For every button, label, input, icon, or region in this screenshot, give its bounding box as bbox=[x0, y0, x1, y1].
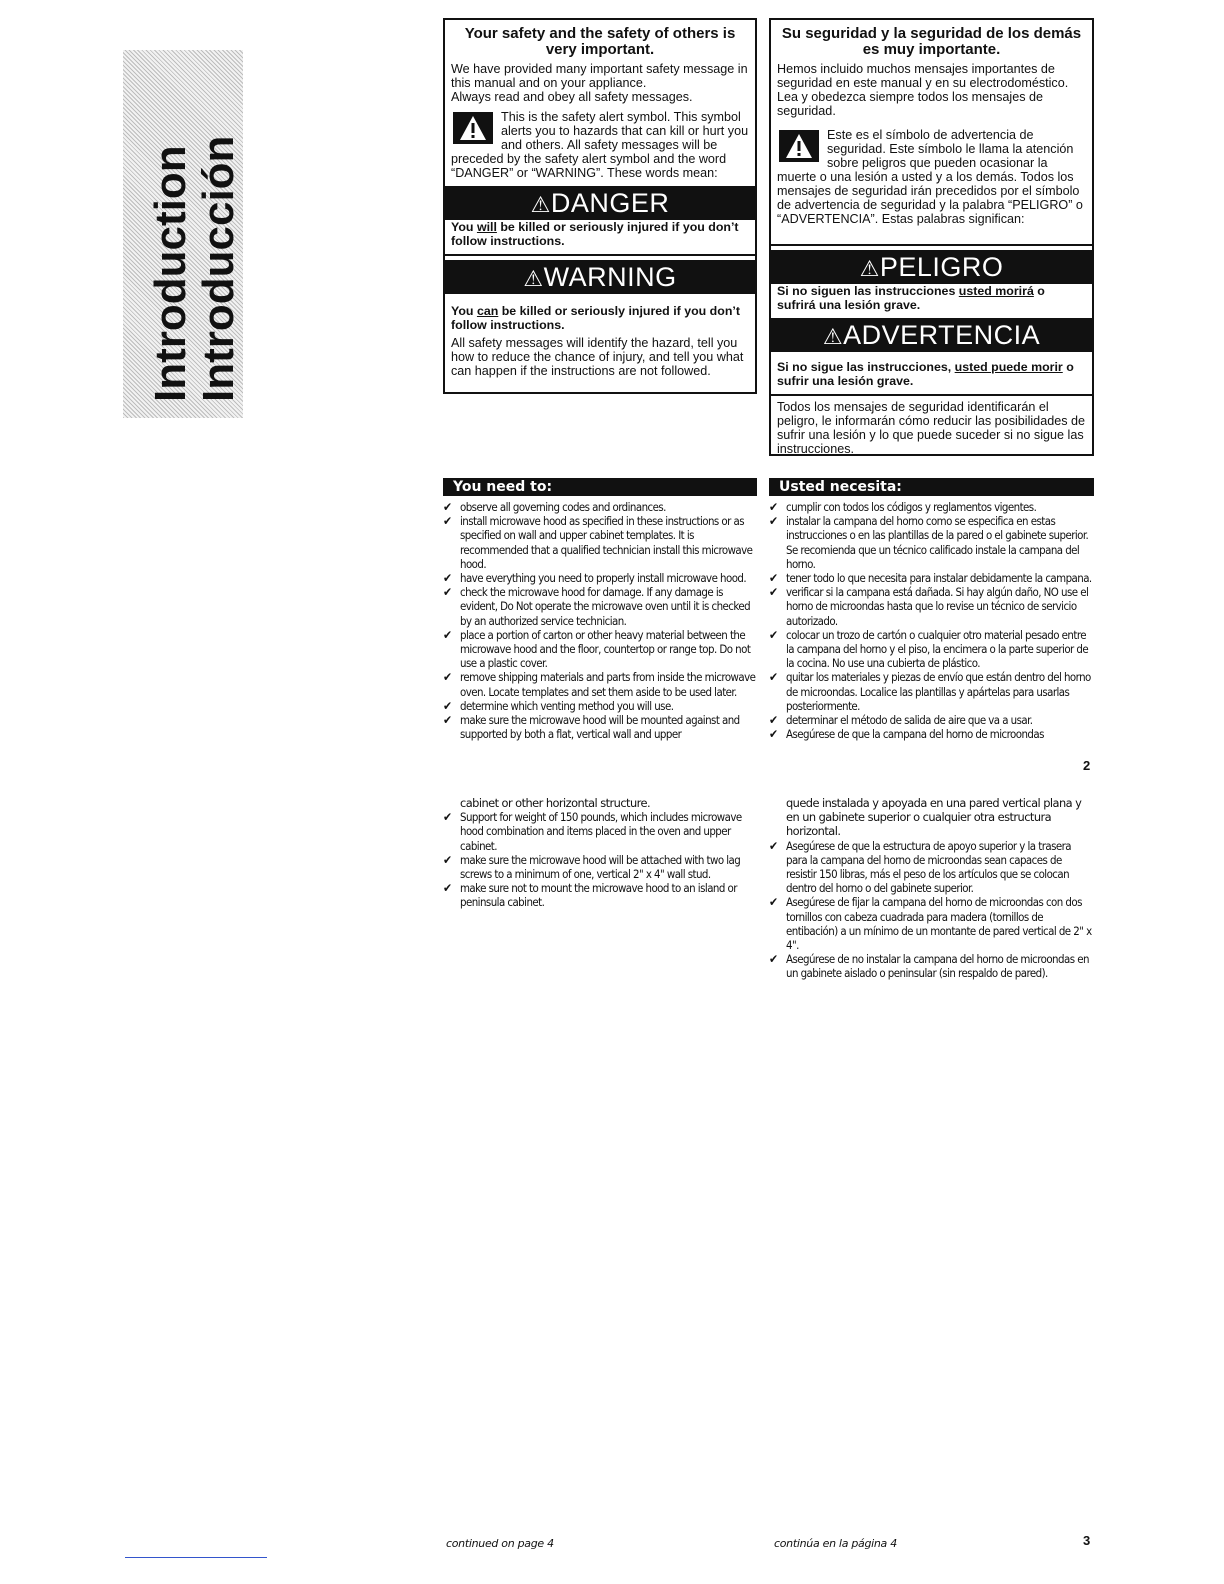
check-icon: ✔ bbox=[769, 500, 778, 514]
page-number: 3 bbox=[1083, 1533, 1091, 1548]
divider bbox=[445, 254, 755, 256]
advertencia-label: ADVERTENCIA bbox=[843, 320, 1041, 350]
footer-english: continued on page 4 bbox=[446, 1537, 554, 1550]
check-icon: ✔ bbox=[769, 838, 778, 853]
list-item: ✔ quitar los materiales y piezas de envío que están dentro del horno de microondas. Localice las plantillas y apártelas para usarlas posteriormente. bbox=[769, 670, 1091, 713]
list-item: ✔ Asegúrese de fijar la campana del horno de microondas con dos tornillos con cabeza cuadrada para madera (tornillos de entibación) a un mínimo de un montante de pared vertical de 2" x 4". bbox=[769, 895, 1092, 953]
list-item: ✔ check the microwave hood for damage. If any damage is evident, Do Not operate the microwave oven until it is checked by an authorized service technician. bbox=[443, 585, 751, 628]
alert-icon: ⚠ bbox=[822, 324, 844, 349]
danger-label: DANGER bbox=[550, 188, 670, 218]
list-item: ✔ place a portion of carton or other heavy material between the microwave hood and the floor, countertop or range top. Do not use a plastic cover. bbox=[443, 627, 751, 671]
danger-banner bbox=[445, 186, 755, 220]
warning-text: You can be killed or seriously injured if you don’t follow instructions. bbox=[451, 304, 740, 332]
list-item: ✔ determine which venting method you will use. bbox=[443, 698, 674, 713]
spanish-safety-intro2: Lea y obedezca siempre todos los mensajes de seguridad. bbox=[777, 90, 1044, 118]
alert-icon: ⚠ bbox=[859, 256, 880, 281]
english-need-list-2 bbox=[443, 810, 757, 909]
list-item: ✔ cumplir con todos los códigos y reglamentos vigentes. bbox=[769, 500, 1037, 514]
advertencia-banner bbox=[771, 318, 1092, 352]
peligro-text: Si no siguen las instrucciones usted morirá o sufrirá una lesión grave. bbox=[777, 284, 1045, 312]
continued-text: quede instalada y apoyada en una pared vertical plana y en un gabinete superior o cualquier otra estructura horizontal. bbox=[786, 796, 1082, 839]
list-item: ✔ make sure not to mount the microwave hood to an island or peninsula cabinet. bbox=[443, 881, 737, 910]
side-title-english: Introduction bbox=[146, 145, 195, 402]
check-icon: ✔ bbox=[443, 670, 452, 685]
peligro-banner bbox=[771, 250, 1092, 284]
continued-text: cabinet or other horizontal structure. bbox=[460, 796, 651, 810]
check-icon: ✔ bbox=[769, 895, 778, 910]
list-item: ✔ colocar un trozo de cartón o cualquier otro material pesado entre la campana del horno y el piso, la encimera o la parte superior de la cocina. No use una cubierta de plástico. bbox=[769, 627, 1089, 671]
list-item: ✔ verificar si la campana está dañada. Si hay algún daño, NO use el horno de microondas hasta que lo revise un técnico de servicio autorizado. bbox=[769, 585, 1089, 628]
english-need-heading: You need to: bbox=[443, 478, 757, 496]
check-icon: ✔ bbox=[769, 627, 778, 642]
warning-label: WARNING bbox=[543, 262, 677, 292]
english-safety-title: Your safety and the safety of others is very important. bbox=[464, 25, 736, 58]
check-icon: ✔ bbox=[769, 713, 778, 728]
check-icon: ✔ bbox=[769, 670, 778, 685]
check-icon: ✔ bbox=[769, 571, 778, 586]
spanish-need-heading: Usted necesita: bbox=[769, 478, 1094, 496]
list-item: ✔ make sure the microwave hood will be mounted against and supported by both a flat, vertical wall and upper bbox=[443, 713, 740, 742]
list-item: ✔ remove shipping materials and parts from inside the microwave oven. Locate templates and set them aside to be used later. bbox=[443, 670, 756, 699]
alert-icon bbox=[453, 112, 493, 144]
footer-spanish: continúa en la página 4 bbox=[774, 1537, 897, 1550]
alert-icon: ⚠ bbox=[523, 266, 544, 291]
alert-icon bbox=[779, 130, 819, 162]
check-icon: ✔ bbox=[443, 713, 452, 728]
english-need-section bbox=[443, 478, 757, 741]
check-icon: ✔ bbox=[443, 881, 452, 896]
check-icon: ✔ bbox=[443, 585, 452, 600]
check-icon: ✔ bbox=[769, 727, 778, 742]
alert-icon: ⚠ bbox=[530, 192, 551, 217]
check-icon: ✔ bbox=[443, 852, 452, 867]
warning-banner bbox=[445, 260, 755, 294]
list-item: ✔ Support for weight of 150 pounds, which includes microwave hood combination and items placed in the oven and upper cabinet. bbox=[443, 810, 742, 853]
spanish-need-continued bbox=[769, 796, 1094, 981]
check-icon: ✔ bbox=[443, 571, 452, 586]
list-item: ✔ Asegúrese de que la estructura de apoyo superior y la trasera para la campana del horno de microondas sean capaces de resistir 150 libras, más el peso de los artículos que se colocan dentro del horno o del gabinete superior. bbox=[769, 838, 1072, 896]
list-item: ✔ Asegúrese de no instalar la campana del horno de microondas en un gabinete aislado o peninsular (sin respaldo de pared). bbox=[769, 952, 1089, 981]
english-safety-intro2: Always read and obey all safety messages. bbox=[451, 90, 693, 104]
check-icon: ✔ bbox=[443, 514, 452, 529]
divider bbox=[771, 394, 1092, 396]
spanish-need-section bbox=[769, 478, 1094, 741]
spanish-symbol-text: Este es el símbolo de advertencia de seguridad. Este símbolo le llama la atención sobre peligros que pueden ocasionar la muerte o una lesión a usted y a los demás. Todos los mensajes de seguridad irán precedidos por el símbolo de advertencia de seguridad y la palabra “PELIGRO” o “ADVERTENCIA”. Estas palabras significan: bbox=[777, 128, 1083, 226]
list-item: ✔ tener todo lo que necesita para instalar debidamente la campana. bbox=[769, 571, 1092, 586]
english-safety-box bbox=[443, 18, 757, 394]
advertencia-text: Si no sigue las instrucciones, usted puede morir o sufrir una lesión grave. bbox=[777, 360, 1074, 388]
check-icon: ✔ bbox=[443, 627, 452, 642]
spanish-need-list bbox=[769, 500, 1094, 741]
peligro-label: PELIGRO bbox=[879, 252, 1004, 282]
spanish-safety-intro: Hemos incluido muchos mensajes importantes de seguridad en este manual y en su electrodoméstico. bbox=[777, 62, 1069, 90]
spanish-safety-closing: Todos los mensajes de seguridad identificarán el peligro, le informarán cómo reducir las posibilidades de sufrir una lesión y lo que puede suceder si no sigue las instrucciones. bbox=[777, 400, 1086, 456]
english-need-continued bbox=[443, 796, 757, 910]
list-item: ✔ install microwave hood as specified in these instructions or as specified on wall and upper cabinet templates. It is recommended that a qualified technician install this microwave hood. bbox=[443, 514, 753, 571]
divider bbox=[771, 244, 1092, 246]
english-safety-closing: All safety messages will identify the hazard, tell you how to reduce the chance of injury, and tell you what can happen if the instructions are not followed. bbox=[451, 336, 744, 378]
list-item: ✔ instalar la campana del horno como se especifica en estas instrucciones o en las plantillas de la pared o el gabinete superior. Se recomienda que un técnico calificado instale la campana del horno. bbox=[769, 514, 1089, 571]
english-safety-intro: We have provided many important safety message in this manual and on your appliance. bbox=[451, 62, 748, 90]
spanish-need-list-2 bbox=[769, 839, 1094, 981]
list-item: ✔ observe all governing codes and ordinances. bbox=[443, 500, 666, 514]
list-item: ✔ determinar el método de salida de aire que va a usar. bbox=[769, 713, 1033, 728]
side-tab bbox=[123, 50, 243, 418]
check-icon: ✔ bbox=[769, 585, 778, 600]
divider bbox=[125, 1557, 267, 1558]
page-number: 2 bbox=[1083, 758, 1091, 773]
spanish-safety-title: Su seguridad y la seguridad de los demás es muy importante. bbox=[781, 25, 1082, 58]
list-item: ✔ have everything you need to properly install microwave hood. bbox=[443, 571, 747, 586]
check-icon: ✔ bbox=[769, 952, 778, 967]
spanish-safety-box bbox=[769, 18, 1094, 456]
english-need-list bbox=[443, 500, 757, 741]
check-icon: ✔ bbox=[769, 514, 778, 529]
english-symbol-text: This is the safety alert symbol. This symbol alerts you to hazards that can kill or hurt you and others. All safety messages will be preceded by the safety alert symbol and the word “DANGER” or “WARNING”. These words mean: bbox=[451, 110, 749, 180]
list-item: ✔ make sure the microwave hood will be attached with two lag screws to a minimum of one, vertical 2" x 4" wall stud. bbox=[443, 852, 741, 882]
danger-text: You will be killed or seriously injured if you don’t follow instructions. bbox=[451, 220, 739, 248]
list-item: ✔ Asegúrese de que la campana del horno de microondas bbox=[769, 727, 1044, 742]
side-title-spanish: Introducción bbox=[194, 135, 243, 402]
check-icon: ✔ bbox=[443, 500, 452, 514]
check-icon: ✔ bbox=[443, 698, 452, 713]
side-tab-title bbox=[123, 50, 243, 408]
check-icon: ✔ bbox=[443, 810, 452, 825]
